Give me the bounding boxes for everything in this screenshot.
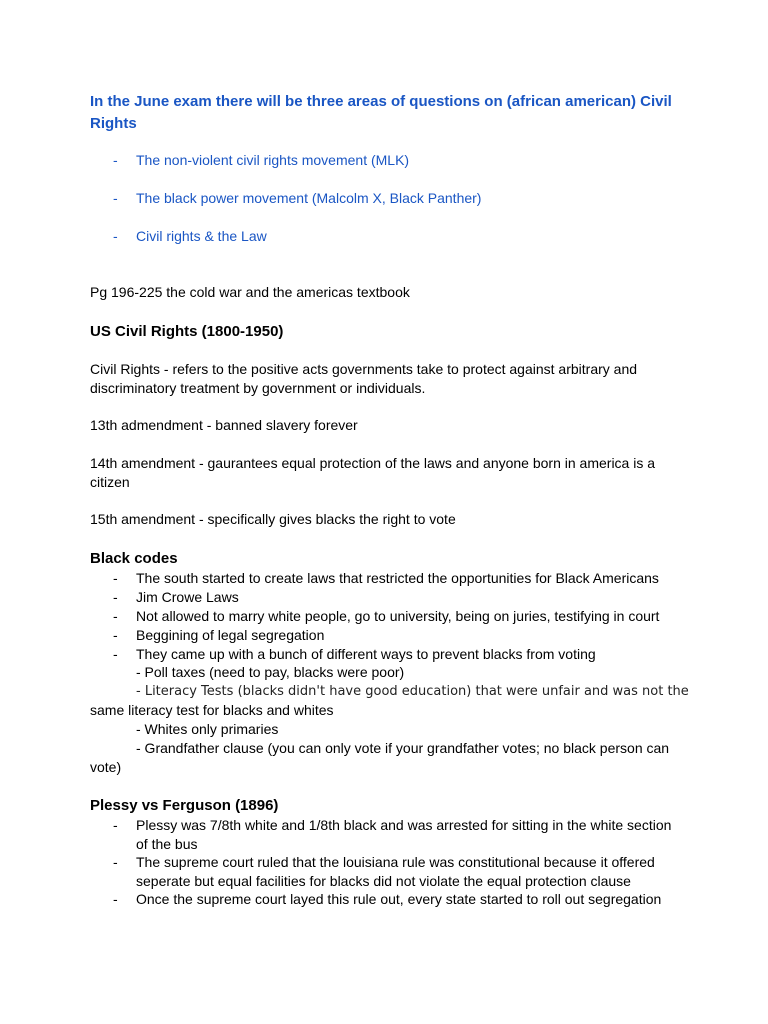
- black-codes-item: [113, 645, 693, 664]
- plessy-text: Once the supreme court layed this rule out, every state started to roll out segregation: [136, 891, 662, 907]
- section-title-black-codes: Black codes: [90, 550, 178, 567]
- amendment-13: 13th admendment - banned slavery forever: [90, 417, 358, 433]
- dash-marker: -: [113, 891, 118, 907]
- amendment-15: 15th amendment - specifically gives blacks the right to vote: [90, 511, 456, 527]
- plessy-item: [113, 853, 673, 891]
- dash-marker: -: [113, 817, 118, 833]
- exam-topic-text: The black power movement (Malcolm X, Black Panther): [136, 190, 482, 206]
- plessy-text: The supreme court ruled that the louisiana rule was constitutional because it offered seperate but equal facilities for blacks did not violate the equal protection clause: [136, 854, 655, 889]
- dash-marker: -: [113, 854, 118, 870]
- plessy-text: Plessy was 7/8th white and 1/8th black and was arrested for sitting in the white section of the bus: [136, 817, 672, 852]
- dash-marker: -: [113, 646, 118, 662]
- dash-marker: -: [113, 608, 118, 624]
- section-title-plessy: Plessy vs Ferguson (1896): [90, 797, 279, 814]
- black-codes-text: Not allowed to marry white people, go to university, being on juries, testifying in court: [136, 608, 660, 624]
- literacy-tests-note-continued: same literacy test for blacks and whites: [90, 702, 334, 718]
- exam-heading: In the June exam there will be three areas of questions on (african american) Civil Rights: [90, 93, 672, 132]
- grandfather-clause-note-continued: vote): [90, 759, 122, 775]
- exam-topic-item: [113, 189, 693, 208]
- textbook-note: Pg 196-225 the cold war and the americas textbook: [90, 284, 410, 300]
- black-codes-item: [113, 569, 693, 588]
- dash-marker: -: [113, 152, 118, 168]
- black-codes-text: Jim Crowe Laws: [136, 589, 239, 605]
- civil-rights-definition: Civil Rights - refers to the positive acts governments take to protect against arbitrary and discriminatory treatment by government or individuals.: [90, 361, 638, 396]
- black-codes-text: Beggining of legal segregation: [136, 627, 325, 643]
- exam-topic-item: [113, 227, 693, 246]
- amendment-14: 14th amendment - gaurantees equal protection of the laws and anyone born in america is a citizen: [90, 455, 656, 490]
- black-codes-item: [113, 588, 693, 607]
- black-codes-text: The south started to create laws that restricted the opportunities for Black Americans: [136, 570, 659, 586]
- literacy-tests-note: - Literacy Tests (blacks didn't have good education) that were unfair and was not the: [136, 684, 689, 699]
- grandfather-clause-note: - Grandfather clause (you can only vote if your grandfather votes; no black person can: [136, 740, 670, 756]
- section-title-civil-rights: US Civil Rights (1800-1950): [90, 323, 284, 340]
- dash-marker: -: [113, 228, 118, 244]
- dash-marker: -: [113, 627, 118, 643]
- dash-marker: -: [113, 570, 118, 586]
- dash-marker: -: [113, 190, 118, 206]
- exam-topic-text: Civil rights & the Law: [136, 228, 267, 244]
- exam-topic-text: The non-violent civil rights movement (MLK): [136, 152, 410, 168]
- exam-topic-item: [113, 151, 693, 170]
- black-codes-item: [113, 626, 693, 645]
- black-codes-item: [113, 607, 693, 626]
- plessy-item: [113, 816, 673, 854]
- dash-marker: -: [113, 589, 118, 605]
- poll-taxes-note: - Poll taxes (need to pay, blacks were poor): [136, 664, 405, 680]
- plessy-item: [113, 890, 693, 909]
- black-codes-text: They came up with a bunch of different ways to prevent blacks from voting: [136, 646, 596, 662]
- whites-only-primaries-note: - Whites only primaries: [136, 721, 279, 737]
